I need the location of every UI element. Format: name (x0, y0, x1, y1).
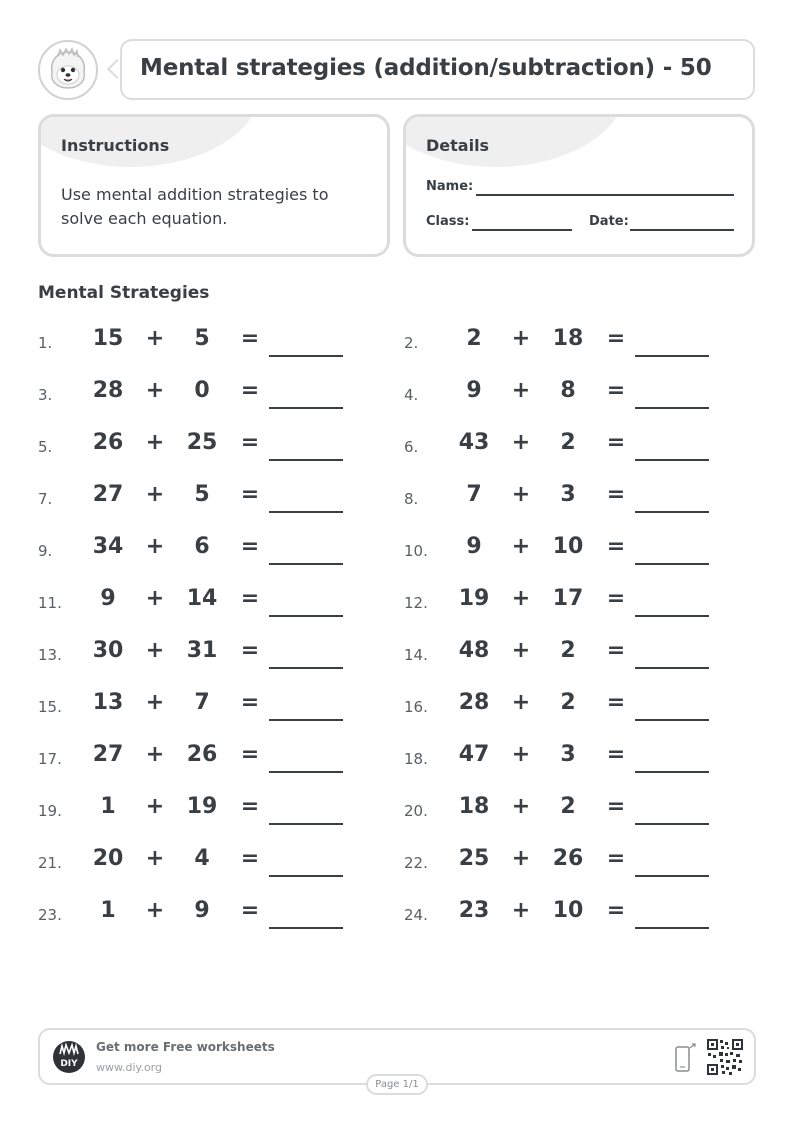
problem-equals: = (240, 378, 260, 403)
name-field[interactable] (476, 194, 734, 196)
problem-second-operand: 3 (560, 742, 576, 767)
problem-item (404, 426, 734, 466)
problem-item (38, 686, 368, 726)
problem-first-operand: 27 (92, 742, 124, 767)
problem-second-operand: 7 (194, 690, 210, 715)
problem-second-operand: 18 (552, 326, 584, 351)
problem-number: 19. (38, 802, 62, 820)
problem-item (404, 738, 734, 778)
page-title: Mental strategies (addition/subtraction) - 50 (140, 55, 712, 81)
problem-second-operand: 4 (194, 846, 210, 871)
footer-cta[interactable]: Get more Free worksheets (96, 1040, 275, 1054)
problem-number: 1. (38, 334, 53, 352)
problem-first-operand: 30 (92, 638, 124, 663)
answer-blank[interactable] (635, 563, 709, 565)
problem-operator: + (145, 898, 165, 923)
problem-operator: + (511, 690, 531, 715)
problem-equals: = (606, 482, 626, 507)
problem-item (38, 842, 368, 882)
answer-blank[interactable] (269, 823, 343, 825)
problem-equals: = (240, 898, 260, 923)
problem-operator: + (145, 690, 165, 715)
problem-first-operand: 47 (458, 742, 490, 767)
problem-equals: = (240, 846, 260, 871)
answer-blank[interactable] (635, 719, 709, 721)
problem-item (38, 322, 368, 362)
problem-first-operand: 43 (458, 430, 490, 455)
problem-second-operand: 0 (194, 378, 210, 403)
problem-first-operand: 1 (100, 898, 116, 923)
problem-equals: = (240, 794, 260, 819)
problem-equals: = (240, 638, 260, 663)
problem-number: 4. (404, 386, 419, 404)
problem-item (38, 374, 368, 414)
answer-blank[interactable] (269, 719, 343, 721)
problem-operator: + (145, 326, 165, 351)
problem-operator: + (511, 586, 531, 611)
problem-operator: + (145, 742, 165, 767)
answer-blank[interactable] (635, 823, 709, 825)
problem-second-operand: 26 (552, 846, 584, 871)
problem-item (404, 582, 734, 622)
problem-number: 8. (404, 490, 419, 508)
problem-first-operand: 1 (100, 794, 116, 819)
answer-blank[interactable] (635, 407, 709, 409)
problem-first-operand: 20 (92, 846, 124, 871)
answer-blank[interactable] (635, 459, 709, 461)
problem-number: 12. (404, 594, 428, 612)
problem-item (38, 426, 368, 466)
problem-operator: + (511, 742, 531, 767)
problem-operator: + (145, 378, 165, 403)
problem-second-operand: 8 (560, 378, 576, 403)
problem-equals: = (606, 638, 626, 663)
date-field[interactable] (630, 229, 734, 231)
problem-first-operand: 26 (92, 430, 124, 455)
name-label: Name: (426, 179, 474, 194)
answer-blank[interactable] (269, 927, 343, 929)
problem-item (404, 322, 734, 362)
problem-first-operand: 9 (100, 586, 116, 611)
answer-blank[interactable] (269, 667, 343, 669)
problem-item (404, 894, 734, 934)
problem-second-operand: 3 (560, 482, 576, 507)
problem-second-operand: 14 (186, 586, 218, 611)
problem-second-operand: 6 (194, 534, 210, 559)
problem-first-operand: 23 (458, 898, 490, 923)
problem-operator: + (511, 482, 531, 507)
problem-equals: = (606, 690, 626, 715)
details-heading: Details (426, 136, 490, 155)
problem-number: 9. (38, 542, 53, 560)
details-panel (403, 114, 755, 257)
page-indicator: Page 1/1 (366, 1074, 428, 1095)
problem-equals: = (240, 482, 260, 507)
problem-operator: + (145, 794, 165, 819)
problem-number: 2. (404, 334, 419, 352)
problem-second-operand: 10 (552, 898, 584, 923)
problem-item (38, 530, 368, 570)
problem-number: 3. (38, 386, 53, 404)
problem-operator: + (511, 846, 531, 871)
answer-blank[interactable] (635, 355, 709, 357)
problem-second-operand: 10 (552, 534, 584, 559)
problem-first-operand: 13 (92, 690, 124, 715)
problem-number: 16. (404, 698, 428, 716)
problem-first-operand: 9 (466, 534, 482, 559)
problem-operator: + (511, 430, 531, 455)
phone-icon (673, 1042, 697, 1074)
problem-item (38, 894, 368, 934)
problem-number: 21. (38, 854, 62, 872)
problem-number: 13. (38, 646, 62, 664)
problem-first-operand: 7 (466, 482, 482, 507)
problem-second-operand: 5 (194, 326, 210, 351)
problem-equals: = (606, 898, 626, 923)
problem-operator: + (145, 846, 165, 871)
problem-number: 23. (38, 906, 62, 924)
problem-equals: = (606, 586, 626, 611)
problem-operator: + (145, 638, 165, 663)
problem-item (404, 686, 734, 726)
problem-item (404, 790, 734, 830)
problem-operator: + (145, 430, 165, 455)
answer-blank[interactable] (269, 355, 343, 357)
problem-number: 22. (404, 854, 428, 872)
problem-equals: = (240, 534, 260, 559)
problem-item (404, 842, 734, 882)
answer-blank[interactable] (635, 927, 709, 929)
problem-item (38, 478, 368, 518)
problem-item (38, 738, 368, 778)
problem-item (38, 582, 368, 622)
instructions-heading: Instructions (61, 136, 170, 155)
problem-equals: = (606, 326, 626, 351)
problem-number: 24. (404, 906, 428, 924)
problem-item (404, 530, 734, 570)
answer-blank[interactable] (269, 615, 343, 617)
problem-number: 7. (38, 490, 53, 508)
problem-number: 6. (404, 438, 419, 456)
answer-blank[interactable] (635, 667, 709, 669)
section-title: Mental Strategies (38, 283, 210, 303)
problem-operator: + (511, 898, 531, 923)
problem-equals: = (606, 430, 626, 455)
problem-operator: + (145, 534, 165, 559)
problem-second-operand: 2 (560, 794, 576, 819)
problem-equals: = (606, 378, 626, 403)
diy-logo-text: DIY (60, 1059, 78, 1069)
answer-blank[interactable] (635, 771, 709, 773)
problem-first-operand: 18 (458, 794, 490, 819)
problem-first-operand: 28 (92, 378, 124, 403)
problem-second-operand: 17 (552, 586, 584, 611)
problem-number: 5. (38, 438, 53, 456)
title-bubble (120, 39, 755, 100)
problem-number: 18. (404, 750, 428, 768)
problem-second-operand: 2 (560, 690, 576, 715)
problem-number: 20. (404, 802, 428, 820)
problem-item (404, 374, 734, 414)
problem-first-operand: 27 (92, 482, 124, 507)
problem-operator: + (511, 378, 531, 403)
answer-blank[interactable] (269, 563, 343, 565)
problem-second-operand: 2 (560, 638, 576, 663)
answer-blank[interactable] (269, 407, 343, 409)
problem-first-operand: 48 (458, 638, 490, 663)
problem-equals: = (240, 586, 260, 611)
mascot-avatar (38, 40, 98, 100)
problem-first-operand: 25 (458, 846, 490, 871)
problem-equals: = (240, 326, 260, 351)
instructions-text: Use mental addition strategies to solve each equation. (61, 185, 329, 228)
answer-blank[interactable] (269, 771, 343, 773)
answer-blank[interactable] (635, 511, 709, 513)
problem-equals: = (240, 742, 260, 767)
problem-first-operand: 9 (466, 378, 482, 403)
problem-first-operand: 28 (458, 690, 490, 715)
problem-operator: + (511, 326, 531, 351)
problem-second-operand: 19 (186, 794, 218, 819)
problem-equals: = (606, 534, 626, 559)
problem-equals: = (606, 742, 626, 767)
problem-equals: = (606, 794, 626, 819)
problem-number: 17. (38, 750, 62, 768)
instructions-panel (38, 114, 390, 257)
problem-item (38, 634, 368, 674)
problem-operator: + (511, 534, 531, 559)
problem-equals: = (240, 690, 260, 715)
answer-blank[interactable] (635, 615, 709, 617)
problem-number: 15. (38, 698, 62, 716)
answer-blank[interactable] (269, 459, 343, 461)
problem-second-operand: 26 (186, 742, 218, 767)
qr-code-icon[interactable] (706, 1038, 744, 1076)
problem-operator: + (145, 586, 165, 611)
problem-item (38, 790, 368, 830)
problem-number: 14. (404, 646, 428, 664)
date-label: Date: (589, 214, 629, 229)
answer-blank[interactable] (269, 875, 343, 877)
problem-operator: + (145, 482, 165, 507)
problem-first-operand: 15 (92, 326, 124, 351)
problem-item (404, 478, 734, 518)
problem-number: 10. (404, 542, 428, 560)
diy-logo-icon[interactable] (52, 1040, 86, 1074)
problem-item (404, 634, 734, 674)
class-field[interactable] (472, 229, 572, 231)
mascot-icon (40, 42, 96, 98)
problem-operator: + (511, 794, 531, 819)
problem-first-operand: 34 (92, 534, 124, 559)
problem-first-operand: 19 (458, 586, 490, 611)
problem-number: 11. (38, 594, 62, 612)
problem-second-operand: 31 (186, 638, 218, 663)
problem-second-operand: 25 (186, 430, 218, 455)
problem-second-operand: 2 (560, 430, 576, 455)
problem-equals: = (606, 846, 626, 871)
answer-blank[interactable] (635, 875, 709, 877)
footer-url[interactable]: www.diy.org (96, 1061, 162, 1074)
class-label: Class: (426, 214, 470, 229)
answer-blank[interactable] (269, 511, 343, 513)
problem-second-operand: 9 (194, 898, 210, 923)
problem-equals: = (240, 430, 260, 455)
problem-second-operand: 5 (194, 482, 210, 507)
problem-first-operand: 2 (466, 326, 482, 351)
problem-operator: + (511, 638, 531, 663)
